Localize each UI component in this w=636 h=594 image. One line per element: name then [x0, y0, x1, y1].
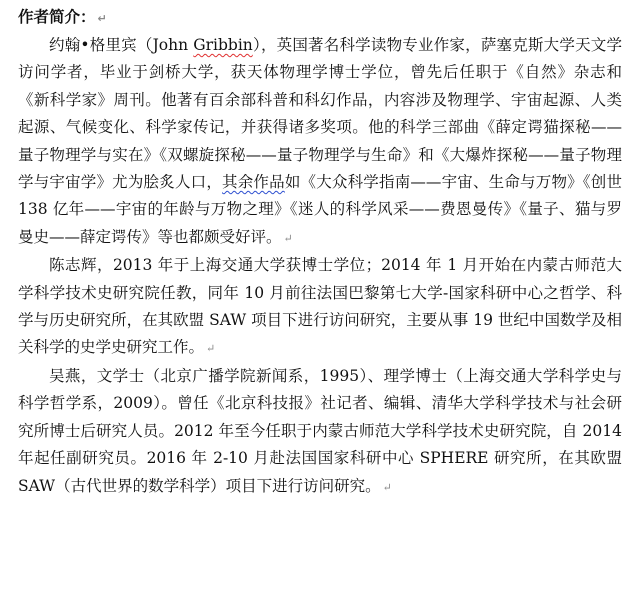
section-heading: [18, 4, 622, 32]
bio-paragraph-gribbin: [18, 32, 622, 252]
bio-gribbin-text-2: ），英国著名科学读物专业作家，萨塞克斯大学天文学访问学者，毕业于剑桥大学，获天体物理学博士学位，曾先后任职于《自然》杂志和《新科学家》周刊。他著有百余部科普和科幻作品，内容涉及物理学、宇宙起源、人类起源、气候变化、科学家传记，并获得诸多奖项。他的科学三部曲《薛定谔猫探秘——量子物理学与实在》《双螺旋探秘——量子物理学与生命》和《大爆炸探秘——量子物理学与宇宙学》尤为脍炙人口，: [18, 36, 622, 192]
grammar-flag-phrase: 其余作品: [222, 173, 285, 192]
section-heading-text: 作者简介：: [18, 8, 96, 26]
bio-gribbin-text-1: 约翰•格里宾（John: [49, 36, 194, 54]
paragraph-mark-icon: ↵: [97, 12, 107, 25]
bio-gribbin-text-3: 如《大众科学指南——宇宙、生命与万物》《创世 138 亿年——宇宙的年龄与万物之理》《迷人的科学风采——费恩曼传》《量子、猫与罗曼史——薛定谔传》等也都颇受好评。: [18, 173, 622, 246]
paragraph-mark-icon: ↵: [283, 231, 293, 245]
bio-paragraph-chen: [18, 252, 622, 363]
bio-paragraph-wu: [18, 363, 622, 501]
paragraph-mark-icon: ↵: [206, 342, 216, 356]
bio-wu-text: 吴燕，文学士（北京广播学院新闻系，1995）、理学博士（上海交通大学科学史与科学哲学系，2009）。曾任《北京科技报》社记者、编辑、清华大学科学技术与社会研究所博士后研究人员。2012 年至今任职于内蒙古师范大学科学技术史研究院，自 2014 年起任副研究员。2016 年 2-10 月赴法国国家科研中心 SPHERE 研究所，在其欧盟 SAW（古代世界的数学科学）项目下进行访问研究。: [18, 366, 622, 495]
spellcheck-word-gribbin: Gribbin: [193, 36, 253, 54]
bio-chen-text: 陈志辉，2013 年于上海交通大学获博士学位；2014 年 1 月开始在内蒙古师范大学科学技术史研究院任教，同年 10 月前往法国巴黎第七大学-国家科研中心之哲学、科学与历史研究所，在其欧盟 SAW 项目下进行访问研究，主要从事 19 世纪中国数学及相关科学的史学史研究工作。: [18, 256, 622, 357]
paragraph-mark-icon: ↵: [382, 480, 392, 494]
